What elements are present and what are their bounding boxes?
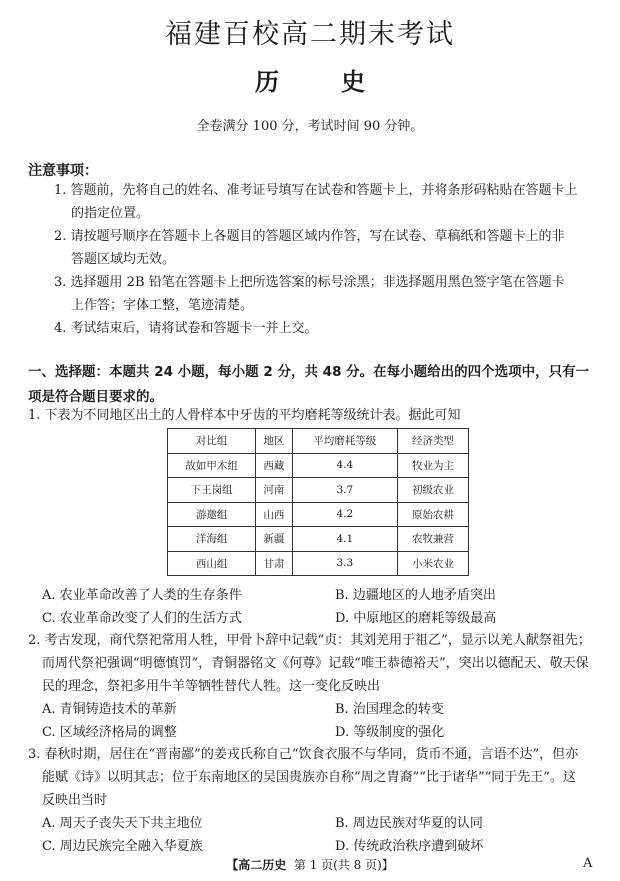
q3-option-c: C. 周边民族完全融入华夏族 [42,839,203,854]
table-cell: 洋海组 [168,527,256,552]
q2-option-c: C. 区域经济格局的调整 [42,725,177,740]
table-cell: 甘肃 [256,551,292,576]
note-line: 的指定位置。 [71,206,150,221]
q3-stem-line: 反映出当时 [42,793,108,808]
table-cell: 下王岗组 [168,478,256,503]
table-cell: 故如甲木组 [168,453,256,478]
q2-option-a: A. 青铜铸造技术的革新 [42,702,177,717]
q2-stem-line: 民的理念，祭祀多用牛羊等牺牲替代人牲。这一变化反映出 [42,679,381,694]
table-cell: 初级农业 [398,478,469,503]
table-header-row [168,429,469,454]
table-cell: 农牧兼营 [398,527,469,552]
subject-title [0,62,620,97]
q3-stem-line: 能赋《诗》以明其志；位于东南地区的吴国贵族亦自称“周之胄裔”“比于诸华”“同于先王”。这 [42,770,576,785]
table-row [168,478,469,503]
q2-stem-line: 2. 考古发现，商代祭祀常用人牲，甲骨卜辞中记载“贞：其刘羌用于祖乙”，显示以羌人献祭祖先； [28,633,591,648]
note-line: 上作答；字体工整，笔迹清楚。 [71,298,254,313]
exam-info: 全卷满分 100 分，考试时间 90 分钟。 [196,119,424,134]
q2-option-b: B. 治国理念的转变 [335,702,444,717]
note-line: 1. 答题前，先将自己的姓名、准考证号填写在试卷和答题卡上，并将条形码粘贴在答题卡上 [54,183,578,198]
footer-label: 【高二历史 [226,858,287,872]
table-cell: 游邀组 [168,502,256,527]
note-line: 3. 选择题用 2B 铅笔在答题卡上把所选答案的标号涂黑；非选择题用黑色签字笔在答题卡 [54,275,565,290]
table-cell: 河南 [256,478,292,503]
footer-page: 第 1 页(共 8 页)】 [293,858,394,872]
table-row [168,551,469,576]
table-header-cell: 对比组 [168,429,256,454]
note-line: 答题区域均无效。 [71,252,176,267]
q1-option-b: B. 边疆地区的人地矛盾突出 [335,588,496,603]
q3-option-d: D. 传统政治秩序遭到破坏 [335,839,484,854]
table-cell: 3.7 [292,478,398,503]
table-header-cell: 地区 [256,429,292,454]
note-line: 4. 考试结束后，请将试卷和答题卡一并上交。 [54,321,318,336]
q1-stem: 1. 下表为不同地区出土的人骨样本中牙齿的平均磨耗等级统计表。据此可知 [28,408,461,423]
q2-option-d: D. 等级制度的强化 [335,725,445,740]
table-cell: 西藏 [256,453,292,478]
q3-option-b: B. 周边民族对华夏的认同 [335,816,483,831]
subject-char-1: 历 [255,67,279,96]
table-row [168,502,469,527]
table-row [168,453,469,478]
table-cell: 4.4 [292,453,398,478]
q3-stem-line: 3. 春秋时期，居住在“晋南鄙”的姜戎氏称自己“饮食衣服不与华同，货币不通，言语不达”，但亦 [28,747,579,762]
table-cell: 山西 [256,502,292,527]
table-cell: 牧业为主 [398,453,469,478]
paper-code: A [583,856,593,871]
table-cell: 4.2 [292,502,398,527]
table-cell: 小米农业 [398,551,469,576]
q1-option-a: A. 农业革命改善了人类的生存条件 [42,588,242,603]
q3-option-a: A. 周天子丧失天下共主地位 [42,816,203,831]
table-header-cell: 经济类型 [398,429,469,454]
notes-heading: 注意事项： [28,163,98,179]
q2-stem-line: 而周代祭祀强调“明德慎罚”，青铜器铭文《何尊》记载“唯王恭德裕天”，突出以德配天、敬天保 [42,656,589,671]
table-cell: 3.3 [292,551,398,576]
page-footer [0,856,620,873]
section-heading: 一、选择题：本题共 24 小题，每小题 2 分，共 48 分。在每小题给出的四个选项中，只有一项是符合题目要求的。 [28,364,590,405]
note-line: 2. 请按题号顺序在答题卡上各题目的答题区域内作答，写在试卷、草稿纸和答题卡上的非 [54,229,565,244]
table-cell: 西山组 [168,551,256,576]
q1-table [167,428,469,576]
q1-option-c: C. 农业革命改变了人们的生活方式 [42,611,242,626]
table-header-cell: 平均磨耗等级 [292,429,398,454]
table-cell: 新疆 [256,527,292,552]
q1-option-d: D. 中原地区的磨耗等级最高 [335,611,497,626]
table-cell: 4.1 [292,527,398,552]
subject-char-2: 史 [341,67,365,96]
exam-title: 福建百校高二期末考试 [165,19,455,50]
table-cell: 原始农耕 [398,502,469,527]
table-row [168,527,469,552]
